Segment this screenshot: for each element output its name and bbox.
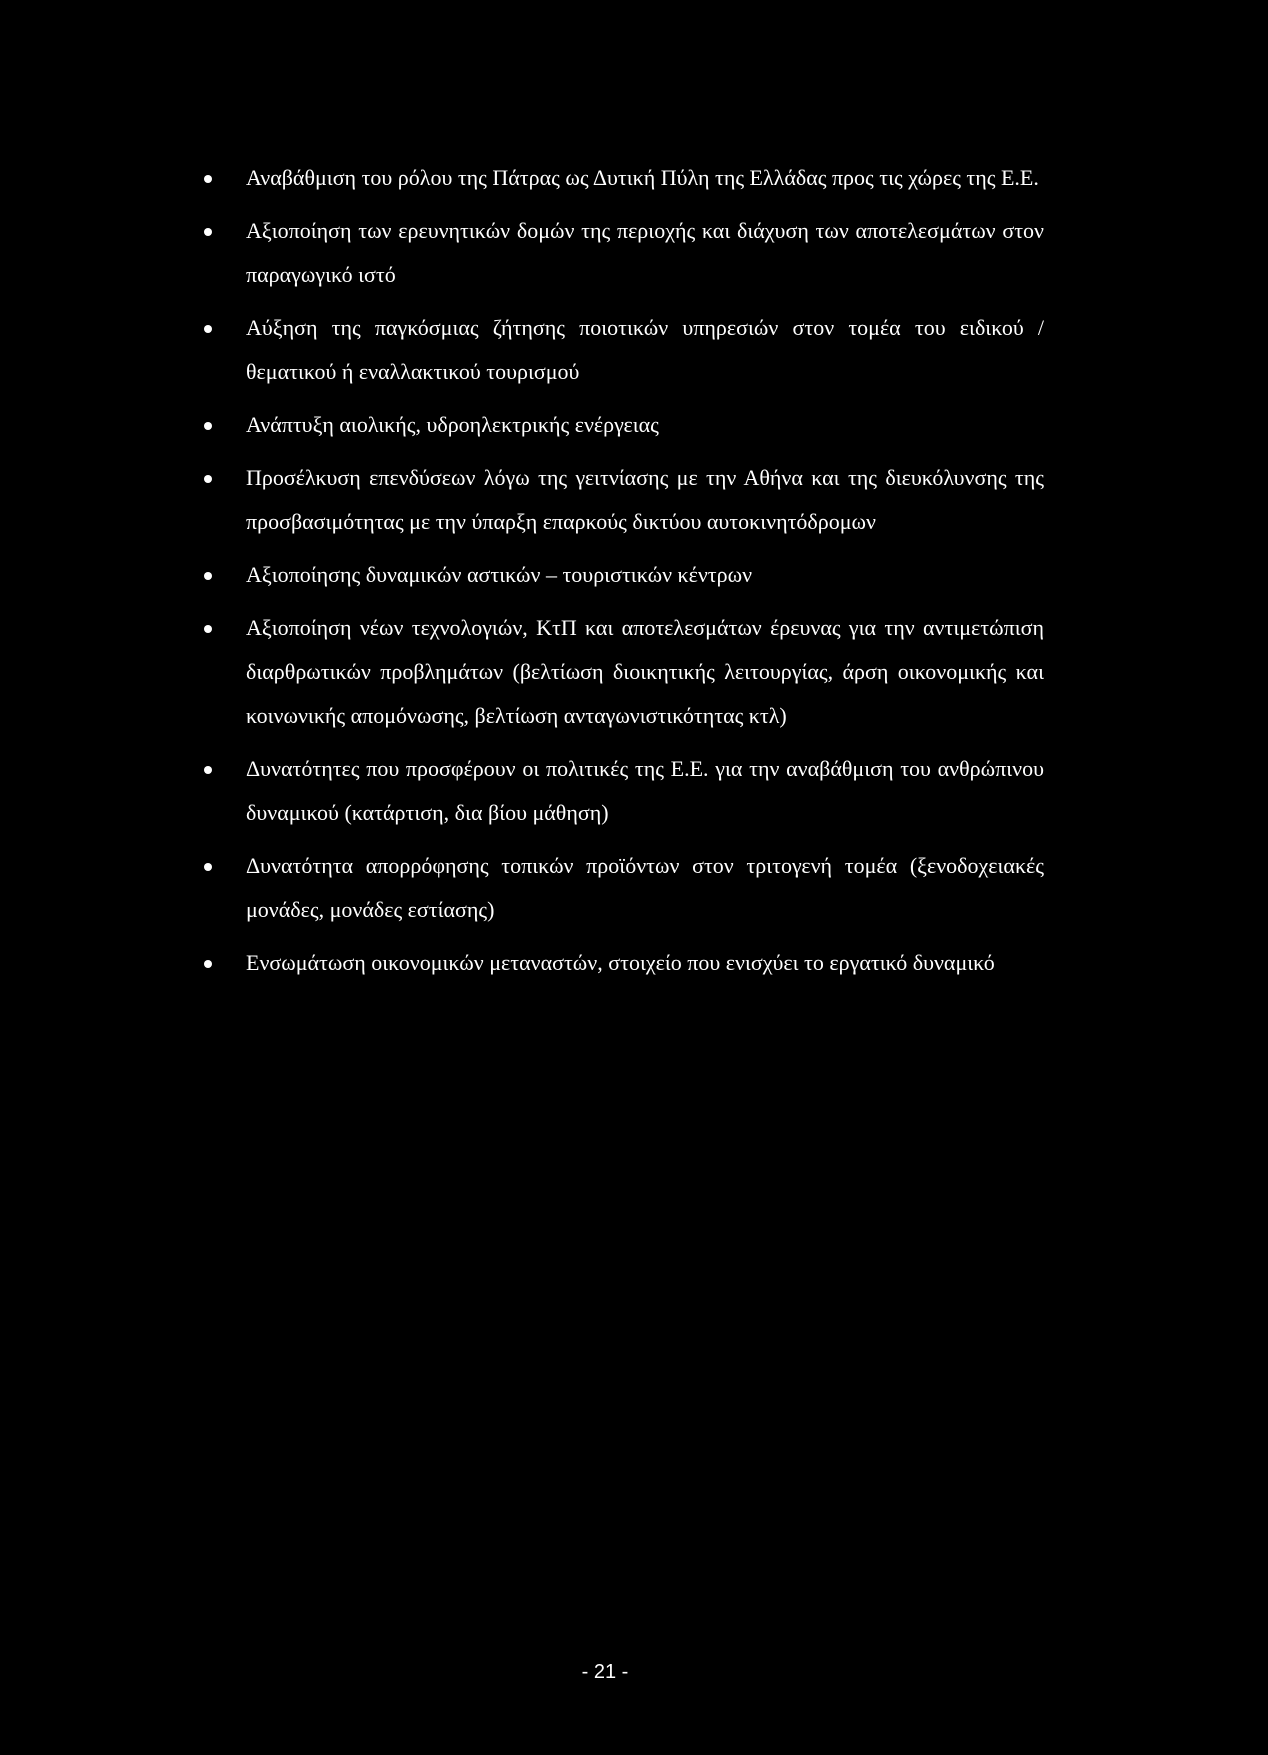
list-item-text: Δυνατότητες που προσφέρουν οι πολιτικές της Ε.Ε. για την αναβάθμιση του ανθρώπινου δυναμικού (κατάρτιση, δια βίου μάθηση): [246, 756, 1044, 825]
list-item: [200, 403, 1044, 447]
list-item: [200, 306, 1044, 394]
bullet-icon: [204, 325, 212, 333]
bullet-icon: [204, 863, 212, 871]
list-item-text: Προσέλκυση επενδύσεων λόγω της γειτνίασης με την Αθήνα και της διευκόλυνσης της προσβασιμότητας με την ύπαρξη επαρκούς δικτύου αυτοκινητόδρομων: [246, 465, 1044, 534]
list-item: [200, 941, 1044, 985]
list-item: [200, 156, 1044, 200]
bullet-icon: [204, 766, 212, 774]
bullet-icon: [204, 228, 212, 236]
bullet-icon: [204, 960, 212, 968]
list-item: [200, 456, 1044, 544]
list-item: [200, 747, 1044, 835]
list-item-text: Αξιοποίησης δυναμικών αστικών – τουριστικών κέντρων: [246, 562, 753, 587]
list-item-text: Αύξηση της παγκόσμιας ζήτησης ποιοτικών υπηρεσιών στον τομέα του ειδικού / θεματικού ή εναλλακτικού τουρισμού: [246, 315, 1044, 384]
list-item-text: Ενσωμάτωση οικονομικών μεταναστών, στοιχείο που ενισχύει το εργατικό δυναμικό: [246, 950, 995, 975]
list-item-text: Δυνατότητα απορρόφησης τοπικών προϊόντων στον τριτογενή τομέα (ξενοδοχειακές μονάδες, μονάδες εστίασης): [246, 853, 1044, 922]
bullet-icon: [204, 175, 212, 183]
list-item-text: Ανάπτυξη αιολικής, υδροηλεκτρικής ενέργειας: [246, 412, 659, 437]
list-item: [200, 553, 1044, 597]
bullet-icon: [204, 422, 212, 430]
list-item: [200, 209, 1044, 297]
list-item: [200, 606, 1044, 738]
page-number: - 21 -: [581, 1661, 629, 1683]
list-item-text: Αναβάθμιση του ρόλου της Πάτρας ως Δυτική Πύλη της Ελλάδας προς τις χώρες της Ε.Ε.: [246, 165, 1039, 190]
bullet-icon: [204, 625, 212, 633]
list-item-text: Αξιοποίηση των ερευνητικών δομών της περιοχής και διάχυση των αποτελεσμάτων στον παραγωγικό ιστό: [246, 218, 1044, 287]
list-item-text: Αξιοποίηση νέων τεχνολογιών, ΚτΠ και αποτελεσμάτων έρευνας για την αντιμετώπιση διαρθρωτικών προβλημάτων (βελτίωση διοικητικής λειτουργίας, άρση οικονομικής και κοινωνικής απομόνωσης, βελτίωση ανταγωνιστικότητας κτλ): [246, 615, 1044, 728]
bullet-icon: [204, 572, 212, 580]
bullet-icon: [204, 475, 212, 483]
list-item: [200, 844, 1044, 932]
opportunities-bullet-list: [200, 156, 1044, 994]
